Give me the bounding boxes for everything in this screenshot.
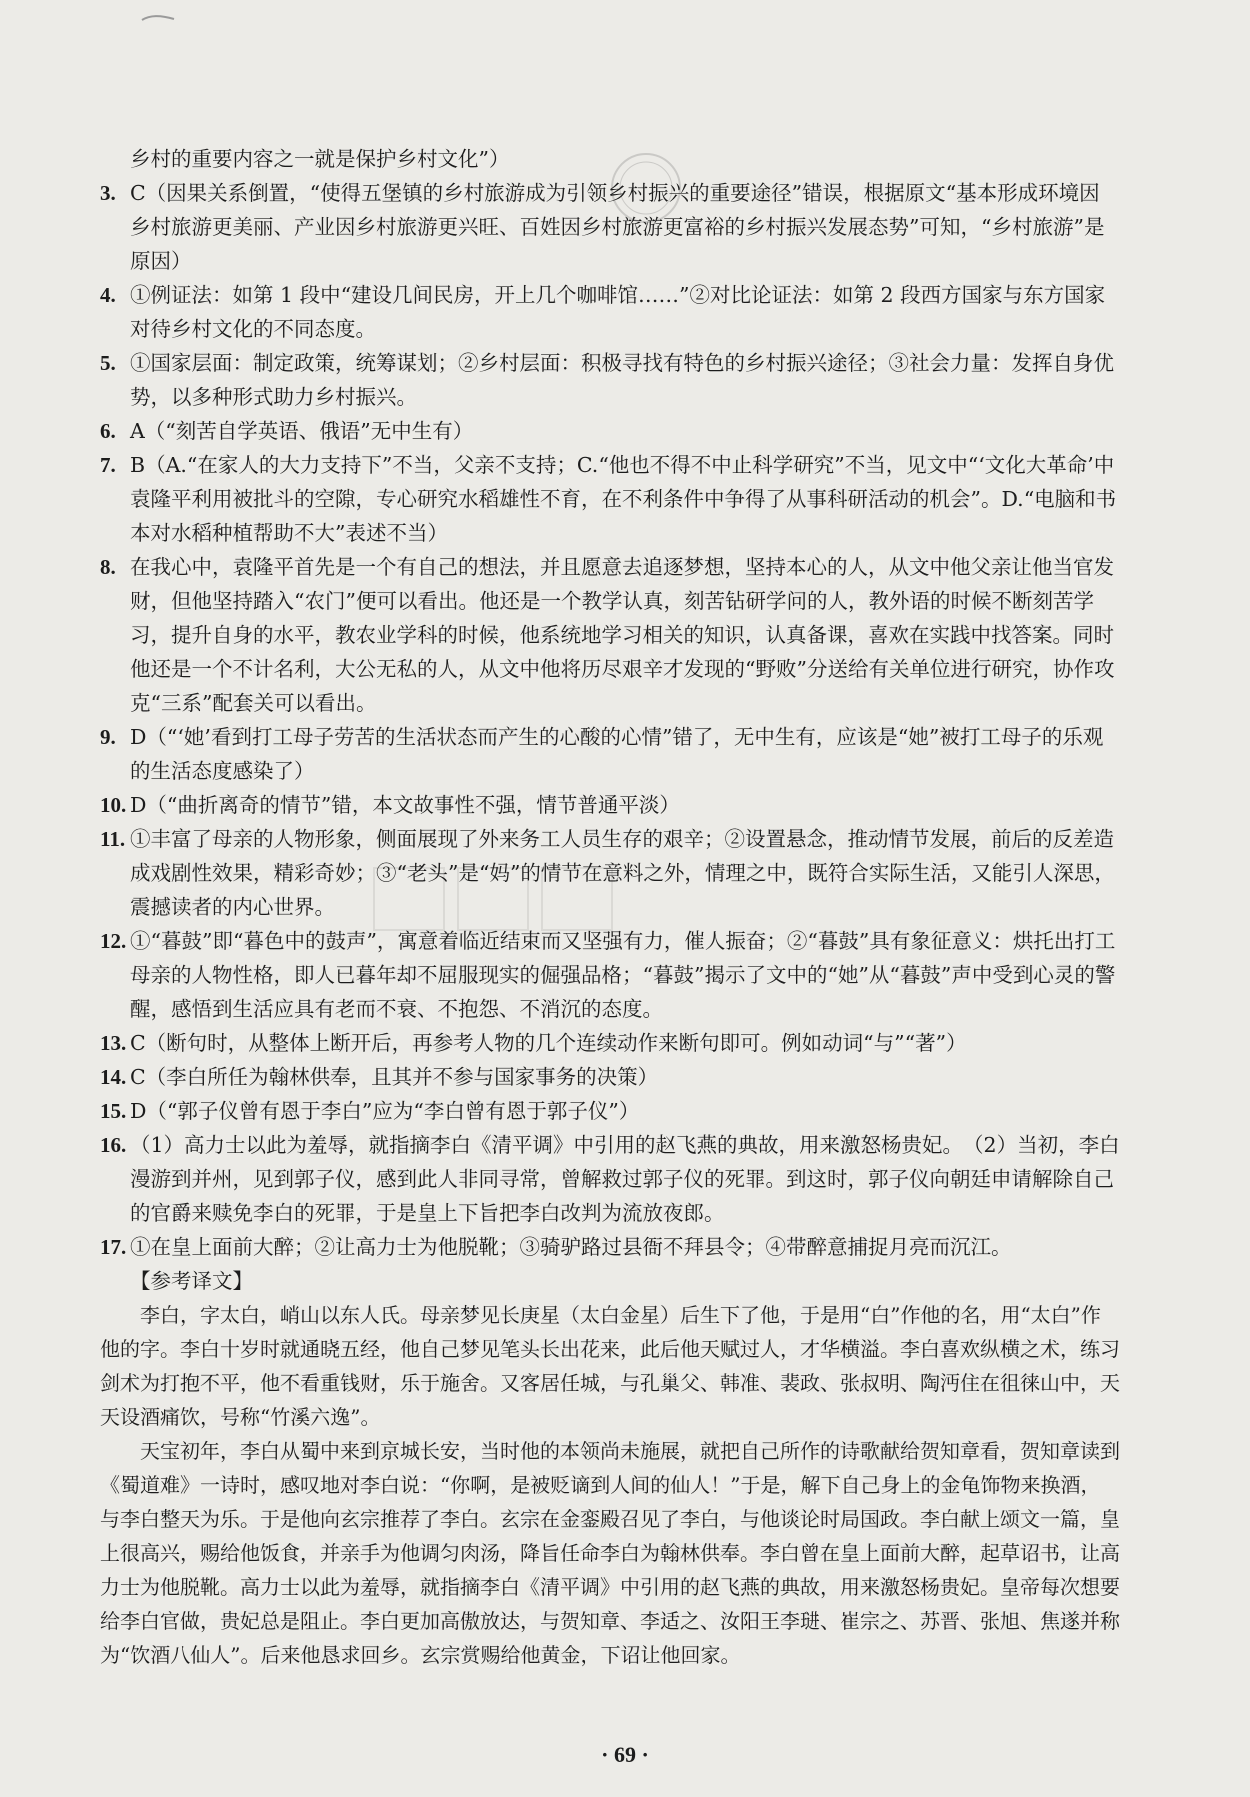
- item-number: 9.: [100, 725, 116, 749]
- item-text: D（“‘她’看到打工母子劳苦的生活状态而产生的心酸的心情”错了，无中生有，应该是“她”被打工母子的乐观的生活态度感染了）: [130, 725, 1104, 783]
- item-number: 16.: [100, 1133, 127, 1157]
- item-text: C（断句时，从整体上断开后，再参考人物的几个连续动作来断句即可。例如动词“与”“著”）: [130, 1031, 967, 1055]
- translation-paragraph: 天宝初年，李白从蜀中来到京城长安，当时他的本领尚未施展，就把自己所作的诗歌献给贺知章看，贺知章读到《蜀道难》一诗时，感叹地对李白说：“你啊，是被贬谪到人间的仙人！”于是，解下自己身上的金龟饰物来换酒，与李白整天为乐。于是他向玄宗推荐了李白。玄宗在金銮殿召见了李白，与他谈论时局国政。李白献上颂文一篇，皇上很高兴，赐给他饭食，并亲手为他调匀肉汤，降旨任命李白为翰林供奉。李白曾在皇上面前大醉，起草诏书，让高力士为他脱靴。高力士以此为羞辱，就指摘李白《清平调》中引用的赵飞燕的典故，用来激怒杨贵妃。皇帝每次想要给李白官做，贵妃总是阻止。李白更加高傲放达，与贺知章、李适之、汝阳王李琎、崔宗之、苏晋、张旭、焦遂并称为“饮酒八仙人”。后来他恳求回乡。玄宗赏赐给他黄金，下诏让他回家。: [100, 1439, 1120, 1667]
- item-number: 12.: [100, 929, 127, 953]
- item-number: 13.: [100, 1031, 127, 1055]
- answer-item: [100, 1128, 1120, 1230]
- item-number: 17.: [100, 1235, 127, 1259]
- answer-item: [100, 448, 1120, 550]
- item-number: 15.: [100, 1099, 127, 1123]
- item-text: B（A.“在家人的大力支持下”不当，父亲不支持；C.“他也不得不中止科学研究”不当，见文中“‘文化大革命’中袁隆平利用被批斗的空隙，专心研究水稻雄性不育，在不利条件中争得了从事科研活动的机会”。D.“电脑和书本对水稻种植帮助不大”表述不当）: [130, 453, 1117, 545]
- item-text: 乡村的重要内容之一就是保护乡村文化”）: [130, 147, 510, 171]
- item-text: C（李白所任为翰林供奉，且其并不参与国家事务的决策）: [130, 1065, 659, 1089]
- answer-item: [100, 924, 1120, 1026]
- item-number: 10.: [100, 793, 127, 817]
- translation-paragraph: 李白，字太白，峭山以东人氏。母亲梦见长庚星（太白金星）后生下了他，于是用“白”作他的名，用“太白”作他的字。李白十岁时就通晓五经，他自己梦见笔头长出花来，此后他天赋过人，才华横溢。李白喜欢纵横之术，练习剑术为打抱不平，他不看重钱财，乐于施舍。又客居任城，与孔巢父、韩准、裴政、张叔明、陶沔住在徂徕山中，天天设酒痛饮，号称“竹溪六逸”。: [100, 1303, 1120, 1429]
- item-text: ①丰富了母亲的人物形象，侧面展现了外来务工人员生存的艰辛；②设置悬念，推动情节发展，前后的反差造成戏剧性效果，精彩奇妙；③“老头”是“妈”的情节在意料之外，情理之中，既符合实际生活，又能引人深思，震撼读者的内心世界。: [130, 827, 1115, 919]
- answer-item: [100, 822, 1120, 924]
- page-number: · 69 ·: [601, 1742, 649, 1767]
- item-text: 在我心中，袁隆平首先是一个有自己的想法，并且愿意去追逐梦想，坚持本心的人，从文中他父亲让他当官发财，但他坚持踏入“农门”便可以看出。他还是一个教学认真，刻苦钻研学问的人，教外语的时候不断刻苦学习，提升自身的水平，教农业学科的时候，他系统地学习相关的知识，认真备课，喜欢在实践中找答案。同时他还是一个不计名利，大公无私的人，从文中他将历尽艰辛才发现的“野败”分送给有关单位进行研究，协作攻克“三系”配套关可以看出。: [130, 555, 1115, 715]
- answer-item: [100, 550, 1120, 720]
- item-number: 4.: [100, 283, 116, 307]
- item-number: 8.: [100, 555, 116, 579]
- scan-edge-mark: [140, 14, 176, 22]
- item-text: ①国家层面：制定政策，统筹谋划；②乡村层面：积极寻找有特色的乡村振兴途径；③社会力量：发挥自身优势，以多种形式助力乡村振兴。: [130, 351, 1114, 409]
- answer-item: [100, 142, 1120, 176]
- item-text: ①在皇上面前大醉；②让高力士为他脱靴；③骑驴路过县衙不拜县令；④带醉意捕捉月亮而沉江。: [130, 1235, 1012, 1259]
- answer-item: [100, 720, 1120, 788]
- item-text: （1）高力士以此为羞辱，就指摘李白《清平调》中引用的赵飞燕的典故，用来激怒杨贵妃。 （2）当初，李白漫游到并州，见到郭子仪，感到此人非同寻常，曾解救过郭子仪的死罪。到这时，郭子仪向朝廷申请解除自己的官爵来赎免李白的死罪，于是皇上下旨把李白改判为流放夜郎。: [130, 1133, 1120, 1225]
- item-number: 5.: [100, 351, 116, 375]
- item-number: 11.: [100, 827, 126, 851]
- answer-item: [100, 1060, 1120, 1094]
- item-number: 3.: [100, 181, 116, 205]
- item-text: A（“刻苦自学英语、俄语”无中生有）: [130, 419, 474, 443]
- answer-item: [100, 346, 1120, 414]
- answer-item: [100, 1026, 1120, 1060]
- answer-item: [100, 414, 1120, 448]
- translation-section: [100, 1298, 1120, 1672]
- translation-heading: 【参考译文】: [130, 1269, 253, 1293]
- answer-item: [100, 1094, 1120, 1128]
- answer-item: [100, 176, 1120, 278]
- item-text: D（“曲折离奇的情节”错，本文故事性不强，情节普通平淡）: [130, 793, 680, 817]
- item-text: C（因果关系倒置，“使得五堡镇的乡村旅游成为引领乡村振兴的重要途径”错误，根据原文“基本形成环境因乡村旅游更美丽、产业因乡村旅游更兴旺、百姓因乡村旅游更富裕的乡村振兴发展态势”可知，“乡村旅游”是原因）: [130, 181, 1105, 273]
- item-text: ①“暮鼓”即“暮色中的鼓声”，寓意着临近结束而又坚强有力，催人振奋；②“暮鼓”具有象征意义：烘托出打工母亲的人物性格，即人已暮年却不屈服现实的倔强品格；“暮鼓”揭示了文中的“她”从“暮鼓”声中受到心灵的警醒，感悟到生活应具有老而不衰、不抱怨、不消沉的态度。: [130, 929, 1116, 1021]
- answer-item: [100, 1230, 1120, 1264]
- item-number: 6.: [100, 419, 116, 443]
- answer-content: [100, 142, 1120, 1672]
- answer-item: [100, 788, 1120, 822]
- item-number: 14.: [100, 1065, 127, 1089]
- item-text: ①例证法：如第 1 段中“建设几间民房，开上几个咖啡馆……”②对比论证法：如第 2 段西方国家与东方国家对待乡村文化的不同态度。: [130, 283, 1106, 341]
- item-text: D（“郭子仪曾有恩于李白”应为“李白曾有恩于郭子仪”）: [130, 1099, 640, 1123]
- item-number: 7.: [100, 453, 116, 477]
- answer-item: [100, 278, 1120, 346]
